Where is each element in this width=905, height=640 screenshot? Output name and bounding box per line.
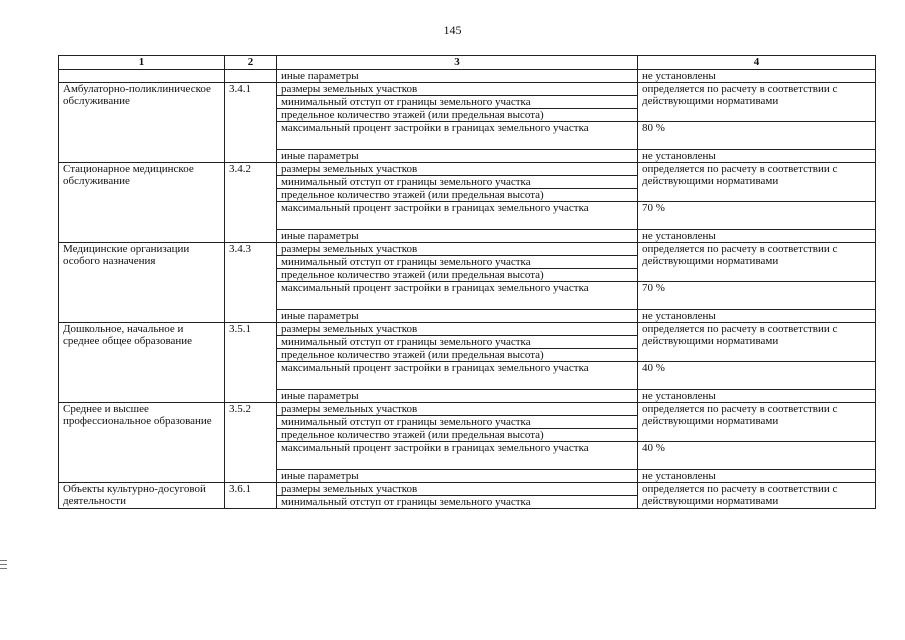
param-cell: максимальный процент застройки в границах земельного участка	[277, 122, 638, 150]
empty-name-cell	[59, 70, 225, 83]
use-type-name-cell: Стационарное медицинское обслуживание	[59, 163, 225, 243]
use-type-name-cell: Объекты культурно-досуговой деятельности	[59, 483, 225, 509]
value-cell: не установлены	[638, 230, 876, 243]
land-use-parameters-table	[58, 55, 876, 509]
param-cell: иные параметры	[277, 150, 638, 163]
header-col-4: 4	[638, 56, 876, 70]
use-type-name-cell: Среднее и высшее профессиональное образование	[59, 403, 225, 483]
param-cell: иные параметры	[277, 470, 638, 483]
param-cell: размеры земельных участков	[277, 243, 638, 256]
table-row	[59, 163, 876, 176]
percent-value-cell: 80 %	[638, 122, 876, 150]
use-type-code-cell: 3.4.1	[225, 83, 277, 163]
calc-value-cell: определяется по расчету в соответствии с действующими нормативами	[638, 83, 876, 122]
param-cell: минимальный отступ от границы земельного участка	[277, 416, 638, 429]
table-row	[59, 323, 876, 336]
use-type-code-cell: 3.6.1	[225, 483, 277, 509]
param-cell: минимальный отступ от границы земельного участка	[277, 256, 638, 269]
table-row	[59, 70, 876, 83]
param-cell: предельное количество этажей (или предельная высота)	[277, 349, 638, 362]
use-type-name-cell: Дошкольное, начальное и среднее общее образование	[59, 323, 225, 403]
table-row	[59, 83, 876, 96]
percent-value-cell: 70 %	[638, 282, 876, 310]
param-cell: минимальный отступ от границы земельного участка	[277, 96, 638, 109]
table-row	[59, 243, 876, 256]
header-col-2: 2	[225, 56, 277, 70]
param-cell: предельное количество этажей (или предельная высота)	[277, 429, 638, 442]
param-cell: предельное количество этажей (или предельная высота)	[277, 109, 638, 122]
param-cell: минимальный отступ от границы земельного участка	[277, 336, 638, 349]
table-row	[59, 483, 876, 496]
use-type-name-cell: Амбулаторно-поликлиническое обслуживание	[59, 83, 225, 163]
param-cell: размеры земельных участков	[277, 403, 638, 416]
calc-value-cell: определяется по расчету в соответствии с действующими нормативами	[638, 323, 876, 362]
param-cell: иные параметры	[277, 70, 638, 83]
param-cell: максимальный процент застройки в границах земельного участка	[277, 202, 638, 230]
value-cell: не установлены	[638, 470, 876, 483]
margin-mark	[0, 560, 7, 572]
percent-value-cell: 40 %	[638, 442, 876, 470]
percent-value-cell: 70 %	[638, 202, 876, 230]
param-cell: минимальный отступ от границы земельного участка	[277, 176, 638, 189]
use-type-code-cell: 3.5.1	[225, 323, 277, 403]
calc-value-cell: определяется по расчету в соответствии с действующими нормативами	[638, 163, 876, 202]
param-cell: иные параметры	[277, 310, 638, 323]
param-cell: максимальный процент застройки в границах земельного участка	[277, 442, 638, 470]
param-cell: размеры земельных участков	[277, 323, 638, 336]
param-cell: иные параметры	[277, 230, 638, 243]
calc-value-cell: определяется по расчету в соответствии с действующими нормативами	[638, 483, 876, 509]
param-cell: максимальный процент застройки в границах земельного участка	[277, 282, 638, 310]
empty-code-cell	[225, 70, 277, 83]
header-row	[59, 56, 876, 70]
param-cell: предельное количество этажей (или предельная высота)	[277, 269, 638, 282]
value-cell: не установлены	[638, 150, 876, 163]
use-type-code-cell: 3.4.3	[225, 243, 277, 323]
value-cell: не установлены	[638, 310, 876, 323]
use-type-code-cell: 3.4.2	[225, 163, 277, 243]
table-row	[59, 403, 876, 416]
param-cell: максимальный процент застройки в границах земельного участка	[277, 362, 638, 390]
use-type-code-cell: 3.5.2	[225, 403, 277, 483]
calc-value-cell: определяется по расчету в соответствии с действующими нормативами	[638, 403, 876, 442]
value-cell: не установлены	[638, 70, 876, 83]
param-cell: минимальный отступ от границы земельного участка	[277, 496, 638, 509]
param-cell: предельное количество этажей (или предельная высота)	[277, 189, 638, 202]
calc-value-cell: определяется по расчету в соответствии с действующими нормативами	[638, 243, 876, 282]
header-col-3: 3	[277, 56, 638, 70]
use-type-name-cell: Медицинские организации особого назначения	[59, 243, 225, 323]
param-cell: размеры земельных участков	[277, 163, 638, 176]
param-cell: размеры земельных участков	[277, 483, 638, 496]
header-col-1: 1	[59, 56, 225, 70]
page-number: 145	[443, 23, 462, 37]
value-cell: не установлены	[638, 390, 876, 403]
percent-value-cell: 40 %	[638, 362, 876, 390]
param-cell: иные параметры	[277, 390, 638, 403]
param-cell: размеры земельных участков	[277, 83, 638, 96]
